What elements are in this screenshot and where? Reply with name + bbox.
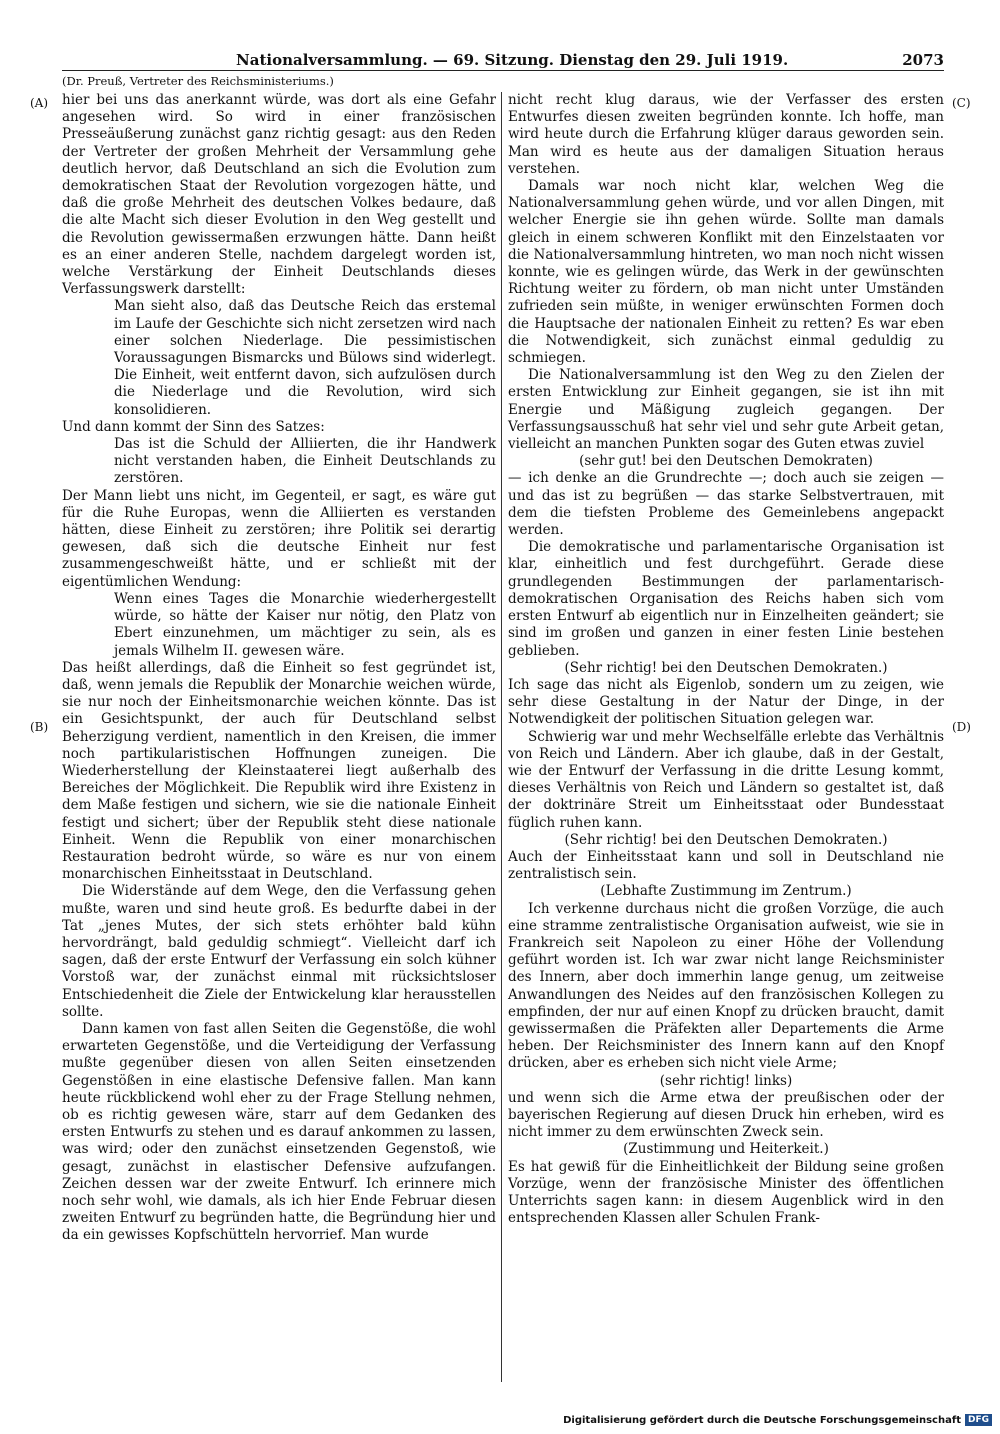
paragraph: nicht recht klug daraus, wie der Verfasser des ersten Entwurfes diesen zweiten begründen konnte. Ich hoffe, man wird heute durch die Erfahrung klüger daraus geworden sein. Man wird es heute aus der damaligen Situation heraus verstehen.	[508, 92, 944, 177]
paragraph: Die Nationalversammlung ist den Weg zu den Zielen der ersten Entwicklung zur Einheit gegangen, sie ist ihn mit Energie und Mäßigung zugleich gegangen. Der Verfassungsausschuß hat sehr viel und sehr gute Arbeit getan, vielleicht an manchen Punkten sogar des Guten etwas zuviel	[508, 367, 944, 453]
quotation: Man sieht also, daß das Deutsche Reich das erstemal im Laufe der Geschichte sich nicht zersetzen wird nach einer solchen Niederlage. Die pessimistischen Voraussagungen Bismarcks und Bülows sind widerlegt. Die Einheit, weit entfernt davon, sich aufzulösen durch die Niederlage und die Revolution, wird sich konsolidieren.	[114, 298, 496, 418]
paragraph: Es hat gewiß für die Einheitlichkeit der Bildung seine großen Vorzüge, wenn der französische Minister des öffentlichen Unterrichts sagen kann: in diesem Augenblick wird in den entsprechenden Klassen aller Schulen Frank-	[508, 1158, 944, 1227]
dfg-logo: DFG	[965, 1414, 992, 1426]
paragraph: Die Widerstände auf dem Wege, den die Verfassung gehen mußte, waren und sind heute groß. Es bedurfte dabei in der Tat „jenes Mutes, der sich stets erhöhter bald kühn hervordrängt, bald geduldig schmiegt“. Vielleicht darf ich sagen, daß der erste Entwurf der Verfassung ein solch kühner Vorstoß war, der zunächst einmal mit rücksichtsloser Entschiedenheit die Ziele der Entwickelung klar herausstellen sollte.	[62, 883, 496, 1020]
paragraph: Der Mann liebt uns nicht, im Gegenteil, er sagt, es wäre gut für die Ruhe Europas, wenn die Alliierten es verstanden hätten, diese Einheit zu zerstören; ihre Politik sei derartig gewesen, daß sich die deutsche Einheit nur fest zusammengeschweißt hätte, und er schließt mit der eigentümlichen Wendung:	[62, 487, 496, 590]
interjection: (Lebhafte Zustimmung im Zentrum.)	[600, 883, 852, 900]
margin-mark-a: (A)	[30, 96, 49, 110]
paragraph: — ich denke an die Grundrechte —; doch auch sie zeigen — und das ist zu begrüßen — das starke Selbstvertrauen, mit dem die tiefsten Probleme des Gemeinlebens angepackt werden.	[508, 470, 944, 539]
column-divider	[501, 92, 502, 1382]
paragraph: Das heißt allerdings, daß die Einheit so fest gegründet ist, daß, wenn jemals die Republik der Monarchie weichen würde, sie nur noch der Einheitsmonarchie weichen könnte. Das ist ein Gesichtspunkt, der auch für Deutschland selbst Beherzigung verdient, namentlich in den Kreisen, die immer noch partikularistischen Hoffnungen zuneigen. Die Wiederherstellung der Kleinstaaterei liegt außerhalb des Bereiches der Möglichkeit. Die Republik wird ihre Existenz in dem Maße festigen und sichern, wie sie die nationale Einheit festigt und sichert; über der Republik steht diese nationale Einheit. Wenn die Republik von einer monarchischen Restauration bedroht würde, so wäre es nur von einem monarchischen Einheitsstaat in Deutschland.	[62, 659, 496, 883]
page-header	[62, 50, 944, 71]
footer-credit	[563, 1414, 992, 1426]
interjection: (Sehr richtig! bei den Deutschen Demokraten.)	[564, 659, 888, 676]
paragraph: Dann kamen von fast allen Seiten die Gegenstöße, die wohl erwarteten Gegenstöße, und die Verteidigung der Verfassung mußte gegenüber diesen von allen Seiten einsetzenden Gegenstößen in eine elastische Defensive fallen. Man kann heute rückblickend wohl eher zu der Frage Stellung nehmen, ob es richtig gewesen wäre, starr auf dem Gedanken des ersten Entwurfs zu stehen und es darauf ankommen zu lassen, was wird; oder den zunächst einsetzenden Gegenstoß, wie gesagt, zunächst in elastischer Defensive aufzufangen. Zeichen dessen war der zweite Entwurf. Ich erinnere mich noch sehr wohl, wie damals, als ich hier Ende Februar diesen zweiten Entwurf zu begründen hatte, die Begründung hier und da ein gewisses Kopfschütteln hervorrief. Man wurde	[62, 1020, 496, 1244]
quotation: Wenn eines Tages die Monarchie wiederhergestellt würde, so hätte der Kaiser nur nötig, den Platz von Ebert einzunehmen, um mächtiger zu sein, als es jemals Wilhelm II. gewesen wäre.	[114, 590, 496, 659]
quotation: Das ist die Schuld der Alliierten, die ihr Handwerk nicht verstanden haben, die Einheit Deutschlands zu zerstören.	[114, 436, 496, 487]
paragraph: und wenn sich die Arme etwa der preußischen oder der bayerischen Regierung auf diesen Druck hin erheben, wird es nicht immer zu dem erwünschten Zweck sein.	[508, 1089, 944, 1141]
margin-mark-b: (B)	[30, 720, 49, 734]
footer-text: Digitalisierung gefördert durch die Deutsche Forschungsgemeinschaft	[563, 1414, 961, 1426]
paragraph: Ich sage das nicht als Eigenlob, sondern um zu zeigen, wie sehr diese Gestaltung in der Natur der Dinge, in der Notwendigkeit der politischen Situation gelegen war.	[508, 676, 944, 728]
right-column	[508, 92, 944, 1227]
left-column	[62, 92, 496, 1245]
page-number: 2073	[902, 51, 944, 69]
paragraph: Ich verkenne durchaus nicht die großen Vorzüge, die auch eine stramme zentralistische Organisation aufweist, wie sie in Frankreich seit Napoleon zu einer Höhe der Vollendung geführt worden ist. Ich war zwar nicht lange Reichsminister des Innern, aber doch immerhin lange genug, um zeitweise Anwandlungen des Neides auf den französischen Kollegen zu empfinden, der nur auf einen Knopf zu drücken braucht, damit gewissermaßen die Präfekten aller Departements die Arme heben. Der Reichsminister des Innern kann auf den Knopf drücken, aber es erheben sich nicht viele Arme;	[508, 900, 944, 1072]
header-title: Nationalversammlung. — 69. Sitzung. Dienstag den 29. Juli 1919.	[236, 51, 789, 69]
margin-mark-d: (D)	[952, 720, 971, 734]
paragraph: Die demokratische und parlamentarische Organisation ist klar, einheitlich und fest durchgeführt. Gerade diese grundlegenden Bestimmungen der parlamentarisch-demokratischen Organisation des Reichs haben sich vom ersten Entwurf ab eigentlich nur in Einzelheiten geändert; sie sind im großen und ganzen in einer festen Linie bestehen geblieben.	[508, 539, 944, 659]
paragraph: hier bei uns das anerkannt würde, was dort als eine Gefahr angesehen wird. So wird in einer französischen Presseäußerung zunächst ganz richtig gesagt: aus den Reden der Vertreter der großen Mehrheit der Versammlung gehe deutlich hervor, daß Deutschland an sich die Evolution zum demokratischen Staat der Revolution vorgezogen hätte, und daß die große Mehrheit des deutschen Volkes bedaure, daß die alte Macht sich dieser Evolution in den Weg gestellt und die Revolution gewissermaßen erzwungen hätte. Dann heißt es an einer anderen Stelle, nachdem dargelegt worden ist, welche Verstärkung der Einheit Deutschlands dieses Verfassungswerk darstellt:	[62, 92, 496, 298]
interjection: (Zustimmung und Heiterkeit.)	[623, 1141, 829, 1158]
paragraph: Auch der Einheitsstaat kann und soll in Deutschland nie zentralistisch sein.	[508, 848, 944, 883]
speaker-line: (Dr. Preuß, Vertreter des Reichsministeriums.)	[62, 74, 334, 88]
margin-mark-c: (C)	[952, 96, 971, 110]
paragraph: Und dann kommt der Sinn des Satzes:	[62, 418, 325, 435]
interjection: (Sehr richtig! bei den Deutschen Demokraten.)	[564, 831, 888, 848]
interjection: (sehr richtig! links)	[659, 1072, 793, 1089]
paragraph: Damals war noch nicht klar, welchen Weg die Nationalversammlung gehen würde, und vor allen Dingen, mit welcher Energie sie ihn gehen würde. Sollte man damals gleich in einem schweren Konflikt mit den Einzelstaaten vor die Nationalversammlung hintreten, wo man noch nicht wissen konnte, wie es gelingen würde, das Werk in der gewünschten Richtung weiter zu fördern, ob man nicht unter Umständen zufrieden sein müßte, in weniger erwünschten Formen doch die Hauptsache der nationalen Einheit zu retten? Es war eben die Notwendigkeit, sich zunächst einmal geduldig zu schmiegen.	[508, 178, 944, 367]
paragraph: Schwierig war und mehr Wechselfälle erlebte das Verhältnis von Reich und Ländern. Aber ich glaube, daß in der Gestalt, wie der Entwurf der Verfassung in die dritte Lesung kommt, dieses Verhältnis von Reich und Ländern so gestaltet ist, daß der doktrinäre Streit um Einheitsstaat oder Bundesstaat füglich ruhen kann.	[508, 728, 944, 831]
interjection: (sehr gut! bei den Deutschen Demokraten)	[579, 453, 873, 470]
